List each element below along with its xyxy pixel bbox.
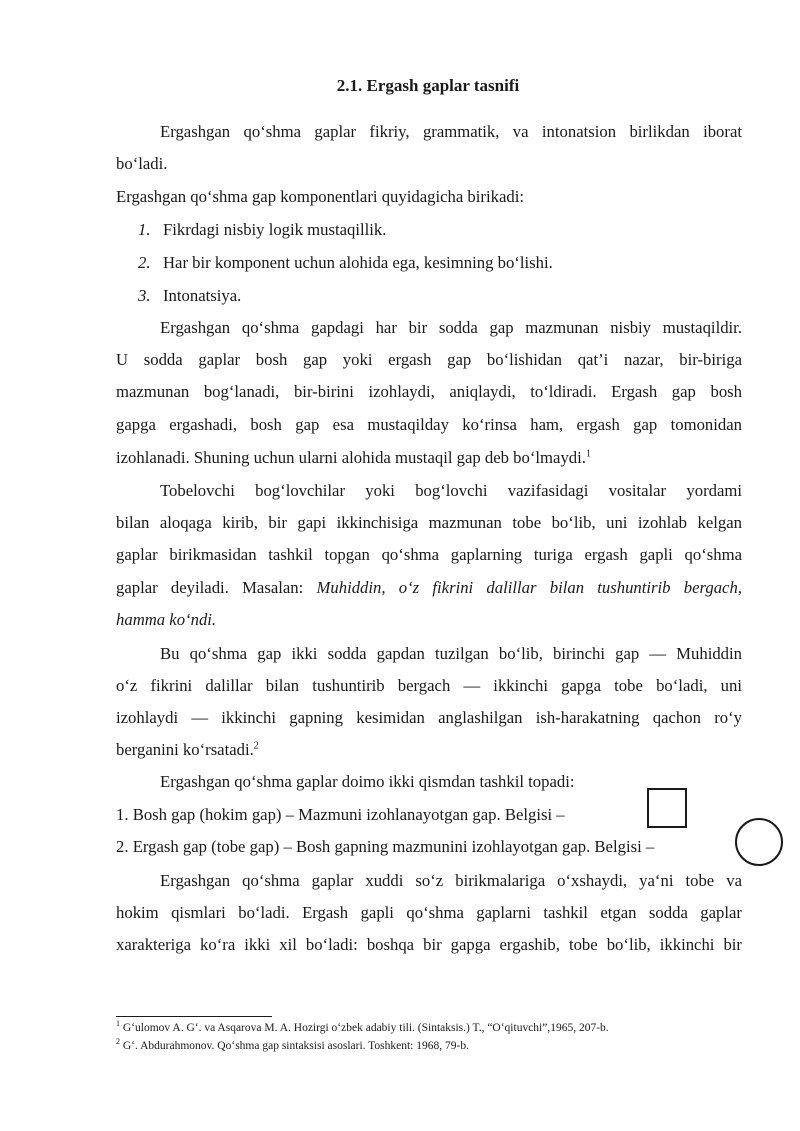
footnote <box>116 1037 469 1052</box>
paragraph-line: Ergashgan qo‘shma gaplar xuddi so‘z birikmalariga o‘xshaydi, ya‘ni tobe va <box>160 871 742 890</box>
paragraph-line: U sodda gaplar bosh gap yoki ergash gap bo‘lishidan qat’i nazar, bir-biriga <box>116 350 742 369</box>
footnote-ref[interactable]: 1 <box>585 448 591 460</box>
list-intro: Ergashgan qo‘shma gap komponentlari quyidagicha birikadi: <box>116 187 524 206</box>
circle-symbol <box>735 818 783 866</box>
footnote-divider <box>116 1016 272 1017</box>
footnote-number: 1 <box>116 1019 120 1029</box>
page-title: 2.1. Ergash gaplar tasnifi <box>336 76 520 95</box>
footnote <box>116 1019 609 1034</box>
list-item <box>138 220 386 240</box>
list-item <box>138 286 241 306</box>
paragraph-line: mazmunan bog‘lanadi, bir-birini izohlaydi, aniqlaydi, to‘ldiradi. Ergash gap bosh <box>116 382 742 401</box>
example-sentence: Muhiddin, o‘z fikrini dalillar bilan tushuntirib bergach, <box>316 578 742 597</box>
paragraph-line: bilan aloqaga kirib, bir gapi ikkinchisiga mazmunan tobe bo‘lib, uni izohlab kelgan <box>116 513 742 532</box>
paragraph-text: gaplar deyiladi. Masalan: <box>116 578 317 597</box>
paragraph-line: Ergashgan qo‘shma gapdagi har bir sodda gap mazmunan nisbiy mustaqildir. <box>160 318 742 337</box>
paragraph-text: izohlanadi. Shuning uchun ularni alohida mustaqil gap deb bo‘lmaydi. <box>116 448 586 467</box>
paragraph-line: izohlaydi — ikkinchi gapning kesimidan anglashilgan ish-harakatning qachon ro‘y <box>116 708 742 727</box>
list-number: 3. <box>138 286 151 305</box>
list-number: 1. <box>138 220 151 239</box>
paragraph-line: 2. Ergash gap (tobe gap) – Bosh gapning mazmunini izohlayotgan gap. Belgisi – <box>116 837 655 856</box>
footnote-ref[interactable]: 2 <box>253 740 259 752</box>
example-sentence: hamma ko‘ndi. <box>116 610 217 629</box>
list-item-text: Fikrdagi nisbiy logik mustaqillik. <box>163 220 387 239</box>
paragraph-line: o‘z fikrini dalillar bilan tushuntirib bergach — ikkinchi gapga tobe bo‘ladi, uni <box>116 676 742 695</box>
paragraph-text: berganini ko‘rsatadi. <box>116 740 254 759</box>
list-number: 2. <box>138 253 151 272</box>
paragraph-line: xarakteriga ko‘ra ikki xil bo‘ladi: boshqa bir gapga ergashib, tobe bo‘lib, ikkinchi bir <box>116 935 742 954</box>
paragraph-line <box>116 740 259 760</box>
footnote-text: G‘. Abdurahmonov. Qo‘shma gap sintaksisi asoslari. Toshkent: 1968, 79-b. <box>122 1040 469 1052</box>
paragraph-line: gapga ergashadi, bosh gap esa mustaqilday ko‘rinsa ham, ergash gap tomonidan <box>116 415 742 434</box>
paragraph-line: 1. Bosh gap (hokim gap) – Mazmuni izohlanayotgan gap. Belgisi – <box>116 805 565 824</box>
paragraph-line <box>116 578 742 598</box>
footnote-number: 2 <box>116 1037 120 1047</box>
paragraph-line: bo‘ladi. <box>116 154 168 173</box>
paragraph-line: gaplar birikmasidan tashkil topgan qo‘shma gaplarning turiga ergash gapli qo‘shma <box>116 545 742 564</box>
footnote-text: G‘ulomov A. G‘. va Asqarova M. A. Hozirgi o‘zbek adabiy tili. (Sintaksis.) T., “O‘qituvchi”,1965, 207-b. <box>122 1022 609 1034</box>
paragraph-line: Tobelovchi bog‘lovchilar yoki bog‘lovchi vazifasidagi vositalar yordami <box>160 481 742 500</box>
square-symbol <box>647 788 687 828</box>
list-item <box>138 253 553 273</box>
list-item-text: Har bir komponent uchun alohida ega, kesimning bo‘lishi. <box>163 253 553 272</box>
paragraph-line: Ergashgan qo‘shma gaplar fikriy, grammatik, va intonatsion birlikdan iborat <box>160 122 742 141</box>
list-item-text: Intonatsiya. <box>163 286 242 305</box>
paragraph-line: Ergashgan qo‘shma gaplar doimo ikki qismdan tashkil topadi: <box>160 772 575 791</box>
paragraph-line: hokim qismlari bo‘ladi. Ergash gapli qo‘shma gaplarni tashkil etgan sodda gaplar <box>116 903 742 922</box>
paragraph-line: Bu qo‘shma gap ikki sodda gapdan tuzilgan bo‘lib, birinchi gap — Muhiddin <box>160 644 742 663</box>
paragraph-line <box>116 448 591 468</box>
